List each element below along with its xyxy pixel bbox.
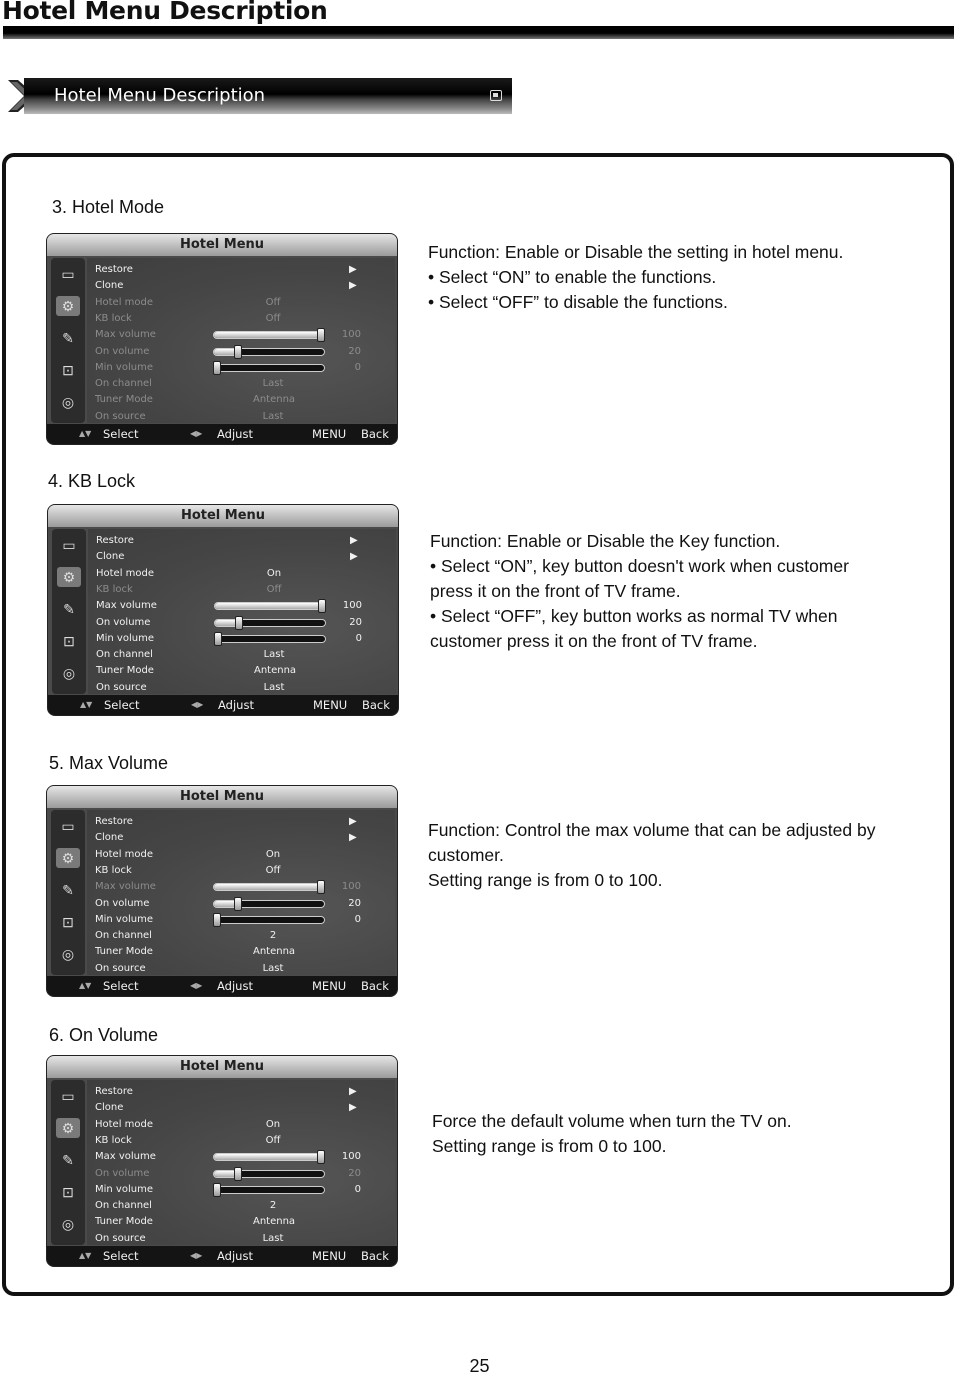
settings-icon: ⚙ [56, 1118, 80, 1138]
menu-row-label: Restore [95, 264, 133, 275]
slider-fill [214, 349, 236, 355]
up-down-arrow-icon: ▲▼ [80, 700, 93, 709]
menu-row [87, 278, 395, 294]
menu-row-label: On volume [95, 897, 150, 909]
menu-sidebar [51, 810, 85, 975]
menu-row-value: Last [262, 962, 284, 974]
menu-row-label: On source [95, 1232, 146, 1244]
menu-body [87, 810, 395, 975]
menu-row [87, 814, 395, 830]
up-down-arrow-icon: ▲▼ [79, 429, 92, 438]
slider-fill [214, 1154, 324, 1160]
footer-select-label: Select [103, 979, 139, 993]
menu-row-number: 20 [348, 345, 361, 357]
menu-row-value: Antenna [253, 1216, 296, 1228]
menu-row [87, 847, 395, 863]
footer-select-label: Select [104, 698, 140, 712]
slider-knob [234, 1167, 242, 1181]
menu-title: Hotel Menu [47, 1056, 397, 1078]
menu-row-label: Max volume [96, 600, 157, 612]
function-description [432, 1109, 792, 1159]
menu-row [87, 912, 395, 928]
menu-row [87, 1100, 395, 1116]
arrow-right-icon: ▶ [350, 551, 358, 563]
volume-slider [213, 900, 325, 908]
section-title: 3. Hotel Mode [52, 197, 165, 217]
description-line: customer. [428, 845, 504, 865]
window-icon [490, 90, 502, 101]
section-banner [6, 78, 512, 114]
menu-row-label: Max volume [95, 1151, 156, 1163]
satellite-icon: ◎ [62, 665, 76, 681]
description-line: Function: Enable or Disable the setting in hotel menu. [428, 242, 844, 262]
slider-knob [214, 632, 222, 646]
menu-row-label: On volume [96, 616, 151, 628]
footer-back-label: Back [361, 427, 389, 441]
menu-row [87, 1198, 395, 1214]
menu-row [87, 1084, 395, 1100]
left-right-arrow-icon: ◀▶ [191, 700, 204, 709]
menu-row [88, 615, 396, 631]
arrow-right-icon: ▶ [349, 1086, 357, 1097]
up-down-arrow-icon: ▲▼ [79, 981, 92, 990]
menu-row-label: Clone [96, 551, 125, 563]
lock-icon: ⊡ [62, 1184, 74, 1200]
volume-slider [214, 602, 326, 610]
menu-row [87, 1231, 395, 1247]
menu-row [87, 376, 395, 392]
menu-row [87, 896, 395, 912]
menu-row-label: Clone [95, 280, 124, 292]
menu-title: Hotel Menu [47, 786, 397, 808]
menu-footer [47, 1246, 397, 1266]
left-right-arrow-icon: ◀▶ [190, 981, 203, 990]
edit-icon: ✎ [62, 330, 74, 346]
edit-icon: ✎ [63, 601, 75, 617]
menu-row [88, 582, 396, 598]
menu-row [87, 409, 395, 425]
volume-slider [213, 883, 325, 891]
menu-row-number: 100 [341, 329, 361, 341]
menu-body [87, 258, 395, 423]
description-line: Setting range is from 0 to 100. [432, 1136, 667, 1156]
menu-footer [47, 424, 397, 444]
menu-row-number: 0 [354, 361, 361, 373]
menu-row [88, 566, 396, 582]
hotel-menu-screenshot [46, 1055, 398, 1267]
menu-row-value: Antenna [254, 665, 297, 677]
menu-row-value: Off [265, 1134, 281, 1146]
menu-row [88, 680, 396, 696]
menu-row [87, 879, 395, 895]
menu-row-label: Min volume [95, 913, 153, 925]
page-title: Hotel Menu Description [2, 0, 328, 25]
menu-row [88, 647, 396, 663]
menu-row-value: 2 [269, 1200, 277, 1212]
lock-icon: ⊡ [63, 633, 75, 649]
menu-row-value: On [265, 848, 281, 860]
menu-row-label: KB lock [95, 312, 132, 324]
up-down-arrow-icon: ▲▼ [79, 1251, 92, 1260]
menu-row [87, 1166, 395, 1182]
menu-row [87, 944, 395, 960]
section-title: 4. KB Lock [48, 471, 136, 491]
menu-row-label: Max volume [95, 881, 156, 893]
hotel-menu-screenshot [47, 504, 399, 716]
menu-row-value: Last [262, 410, 284, 422]
menu-row-number: 20 [348, 1167, 361, 1179]
satellite-icon: ◎ [61, 1216, 75, 1232]
footer-adjust-label: Adjust [217, 1249, 253, 1263]
menu-title: Hotel Menu [48, 505, 398, 527]
menu-row [87, 360, 395, 376]
menu-row-label: On source [96, 681, 147, 693]
slider-knob [213, 1183, 221, 1197]
menu-row [88, 549, 396, 565]
description-line: Function: Control the max volume that can be adjusted by [428, 820, 876, 840]
satellite-icon: ◎ [61, 946, 75, 962]
menu-row [88, 631, 396, 647]
menu-title: Hotel Menu [47, 234, 397, 256]
description-line: Setting range is from 0 to 100. [428, 870, 663, 890]
menu-row-label: On channel [95, 1200, 152, 1212]
menu-row [87, 344, 395, 360]
menu-row-number: 0 [355, 632, 362, 644]
footer-back-label: Back [361, 979, 389, 993]
function-description [430, 529, 849, 654]
menu-row [87, 327, 395, 343]
menu-row [87, 928, 395, 944]
tv-icon: ▭ [61, 818, 75, 834]
menu-row-label: Restore [95, 816, 133, 827]
menu-row [87, 392, 395, 408]
menu-row-label: Restore [95, 1086, 133, 1097]
menu-row-value: Off [265, 296, 281, 308]
menu-row [87, 863, 395, 879]
hotel-menu-screenshot [46, 785, 398, 997]
menu-row-label: On volume [95, 1167, 150, 1179]
arrow-right-icon: ▶ [349, 832, 357, 844]
footer-adjust-label: Adjust [218, 698, 254, 712]
menu-row-value: On [266, 567, 282, 579]
menu-sidebar [51, 1080, 85, 1245]
slider-fill [215, 603, 325, 609]
slider-knob [318, 599, 326, 613]
slider-knob [235, 616, 243, 630]
menu-row-label: KB lock [95, 864, 132, 876]
menu-row-label: Hotel mode [95, 1118, 154, 1130]
tv-icon: ▭ [62, 537, 76, 553]
slider-knob [213, 913, 221, 927]
menu-row [87, 830, 395, 846]
menu-row-label: Restore [96, 535, 134, 546]
footer-select-label: Select [103, 1249, 139, 1263]
menu-row-label: On channel [95, 378, 152, 390]
menu-row-number: 100 [341, 881, 361, 893]
tv-icon: ▭ [61, 266, 75, 282]
menu-row-label: Tuner Mode [96, 665, 154, 677]
menu-row-value: Antenna [253, 946, 296, 958]
footer-adjust-label: Adjust [217, 427, 253, 441]
description-line: customer press it on the front of TV frame. [430, 631, 758, 651]
header-rule [3, 26, 954, 39]
menu-row-value: Off [265, 864, 281, 876]
menu-row [87, 961, 395, 977]
lock-icon: ⊡ [62, 914, 74, 930]
volume-slider [213, 1153, 325, 1161]
menu-row-number: 20 [349, 616, 362, 628]
menu-row-label: Hotel mode [95, 296, 154, 308]
menu-row-label: On volume [95, 345, 150, 357]
menu-row-number: 20 [348, 897, 361, 909]
menu-row [87, 1182, 395, 1198]
section-title: 5. Max Volume [49, 753, 169, 773]
section-title: 6. On Volume [49, 1025, 159, 1045]
menu-row [87, 1214, 395, 1230]
menu-row [87, 1117, 395, 1133]
footer-back-label: Back [362, 698, 390, 712]
menu-row-label: Max volume [95, 329, 156, 341]
volume-slider [213, 1170, 325, 1178]
menu-row-number: 100 [342, 600, 362, 612]
description-line: Force the default volume when turn the TV on. [432, 1111, 792, 1131]
description-line: press it on the front of TV frame. [430, 581, 681, 601]
menu-row [87, 295, 395, 311]
volume-slider [213, 348, 325, 356]
menu-row-label: KB lock [96, 583, 133, 595]
banner-title: Hotel Menu Description [54, 85, 266, 106]
menu-body [87, 1080, 395, 1245]
menu-row [88, 533, 396, 549]
arrow-right-icon: ▶ [350, 535, 358, 546]
settings-icon: ⚙ [57, 567, 81, 587]
menu-row-label: Clone [95, 1102, 124, 1114]
left-right-arrow-icon: ◀▶ [190, 1251, 203, 1260]
footer-menu-label: MENU [312, 979, 347, 993]
banner-bar [24, 78, 512, 114]
slider-knob [213, 361, 221, 375]
footer-menu-label: MENU [312, 1249, 347, 1263]
menu-row [88, 663, 396, 679]
menu-row-value: Last [263, 649, 285, 661]
function-description [428, 240, 843, 315]
menu-row-label: On channel [95, 930, 152, 942]
menu-body [88, 529, 396, 694]
page-number: 25 [469, 1356, 490, 1376]
menu-row-value: Off [265, 312, 281, 324]
footer-back-label: Back [361, 1249, 389, 1263]
menu-row-value: Last [262, 378, 284, 390]
menu-row-label: On source [95, 962, 146, 974]
slider-fill [214, 901, 236, 907]
volume-slider [214, 635, 326, 643]
menu-row-label: Clone [95, 832, 124, 844]
menu-row-label: On source [95, 410, 146, 422]
slider-knob [317, 1150, 325, 1164]
menu-row-number: 0 [354, 1183, 361, 1195]
volume-slider [214, 619, 326, 627]
menu-row-label: Tuner Mode [95, 946, 153, 958]
description-line: • Select “ON”, key button doesn't work when customer [430, 556, 849, 576]
satellite-icon: ◎ [61, 394, 75, 410]
edit-icon: ✎ [62, 882, 74, 898]
menu-footer [48, 695, 398, 715]
tv-icon: ▭ [61, 1088, 75, 1104]
menu-row [87, 1149, 395, 1165]
menu-row-value: On [265, 1118, 281, 1130]
menu-row-value: Last [263, 681, 285, 693]
menu-row-label: Min volume [95, 361, 153, 373]
volume-slider [213, 1186, 325, 1194]
menu-row-label: Hotel mode [96, 567, 155, 579]
menu-row-label: Hotel mode [95, 848, 154, 860]
menu-row [87, 1133, 395, 1149]
description-line: • Select “OFF” to disable the functions. [428, 292, 728, 312]
footer-adjust-label: Adjust [217, 979, 253, 993]
arrow-right-icon: ▶ [349, 1102, 357, 1114]
footer-select-label: Select [103, 427, 139, 441]
slider-fill [214, 884, 324, 890]
slider-knob [317, 328, 325, 342]
menu-row-value: Antenna [253, 394, 296, 406]
description-line: Function: Enable or Disable the Key function. [430, 531, 781, 551]
menu-row-value: Last [262, 1232, 284, 1244]
menu-row-label: Tuner Mode [95, 394, 153, 406]
menu-sidebar [52, 529, 86, 694]
menu-row-label: Tuner Mode [95, 1216, 153, 1228]
description-line: • Select “OFF”, key button works as normal TV when [430, 606, 838, 626]
slider-fill [214, 1171, 236, 1177]
edit-icon: ✎ [62, 1152, 74, 1168]
menu-row [87, 262, 395, 278]
menu-row-number: 0 [354, 913, 361, 925]
settings-icon: ⚙ [56, 848, 80, 868]
description-line: • Select “ON” to enable the functions. [428, 267, 717, 287]
menu-row-label: On channel [96, 649, 153, 661]
menu-row-number: 100 [341, 1151, 361, 1163]
arrow-right-icon: ▶ [349, 816, 357, 827]
menu-row [87, 311, 395, 327]
arrow-right-icon: ▶ [349, 280, 357, 292]
settings-icon: ⚙ [56, 296, 80, 316]
menu-sidebar [51, 258, 85, 423]
menu-row [88, 598, 396, 614]
volume-slider [213, 916, 325, 924]
footer-menu-label: MENU [313, 698, 348, 712]
menu-row-label: Min volume [95, 1183, 153, 1195]
menu-row-value: Off [266, 583, 282, 595]
slider-fill [215, 620, 237, 626]
volume-slider [213, 331, 325, 339]
lock-icon: ⊡ [62, 362, 74, 378]
function-description [428, 818, 875, 893]
menu-row-label: KB lock [95, 1134, 132, 1146]
slider-knob [234, 345, 242, 359]
slider-fill [214, 332, 324, 338]
footer-menu-label: MENU [312, 427, 347, 441]
slider-knob [234, 897, 242, 911]
slider-knob [317, 880, 325, 894]
menu-row-value: 2 [269, 930, 277, 942]
menu-row-label: Min volume [96, 632, 154, 644]
menu-footer [47, 976, 397, 996]
hotel-menu-screenshot [46, 233, 398, 445]
left-right-arrow-icon: ◀▶ [190, 429, 203, 438]
arrow-right-icon: ▶ [349, 264, 357, 275]
volume-slider [213, 364, 325, 372]
